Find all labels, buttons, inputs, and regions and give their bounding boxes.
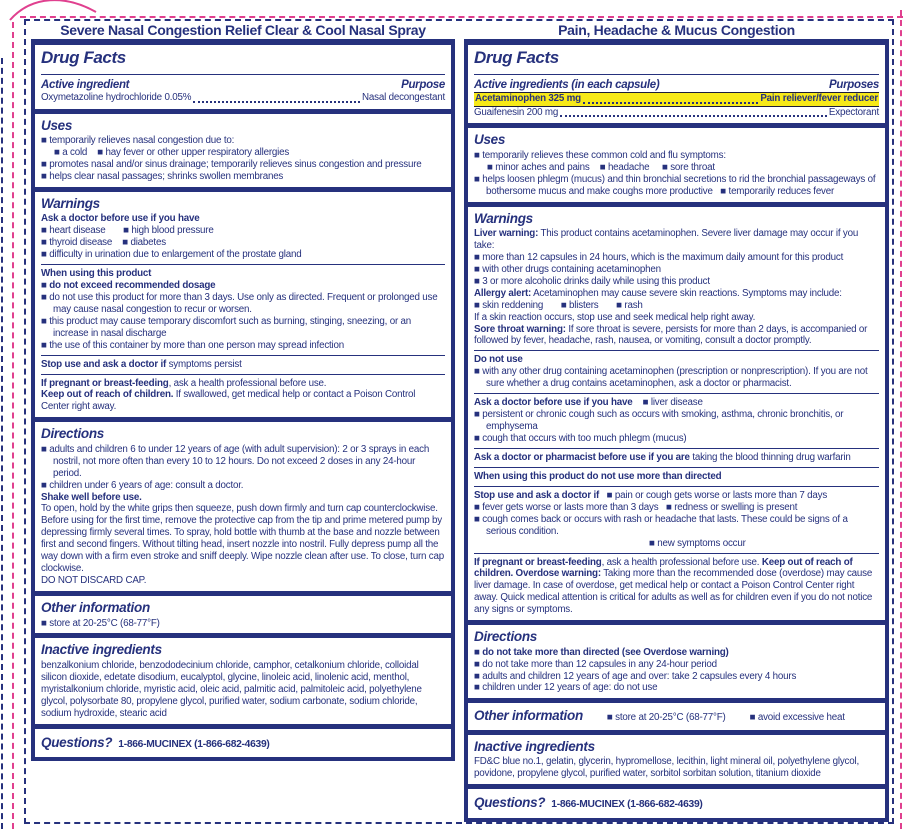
list-item: ■ a cold ■ hay fever or other upper respiratory allergies [54, 146, 290, 158]
questions-row [474, 793, 879, 813]
section-bar [468, 698, 885, 703]
list-item: ■ children under 12 years of age: do not use [474, 682, 658, 694]
list-item: ■ store at 20-25°C (68-77°F) [41, 617, 160, 629]
list-item: ■ do not take more than 12 capsules in any 24-hour period [474, 658, 717, 670]
directions-body: To open, hold by the white grips then squeeze, push down firmly and turn cap counterclockwise. Before using for the first time, remove the protective cap from the tip and prime metered pump by depressing firmly several times. To spray, hold bottle with thumb at the base and nozzle between first and second fingers. Without tilting head, insert nozzle into nostril. Fully depress pump all the way down with a firm even stroke and sniff deeply. Wipe nozzle clean after use. To close, turn cap clockwise. [41, 503, 444, 575]
section-bar [35, 591, 451, 596]
do-not-discard-line: DO NOT DISCARD CAP. [41, 575, 147, 587]
drug-facts-heading: Drug Facts [474, 48, 559, 68]
ingredient-row [41, 92, 445, 105]
section-bar [468, 730, 885, 735]
left-panel-title: Severe Nasal Congestion Relief Clear & Cool Nasal Spray [60, 22, 426, 38]
cut-line-left-navy [1, 58, 3, 829]
section-divider [41, 74, 445, 75]
section-bar [35, 109, 451, 114]
list-item: ■ the use of this container by more than one person may spread infection [41, 339, 345, 351]
cut-line-left-pink [12, 22, 14, 829]
section-bar [468, 784, 885, 789]
pregnancy-line: If pregnant or breast-feeding, ask a health professional before use. [41, 377, 327, 389]
ingredient-name: Guaifenesin 200 mg [474, 106, 559, 118]
questions-row [41, 733, 445, 753]
section-divider [474, 448, 879, 449]
list-item: ■ this product may cause temporary discomfort such as burning, stinging, sneezing, or an increase in nasal discharge [41, 315, 412, 339]
section-bar [468, 620, 885, 625]
directions-heading: Directions [41, 426, 105, 442]
liver-warning-line: Liver warning: This product contains acetaminophen. Severe liver damage may occur if you take: [474, 228, 859, 251]
section-bar [468, 123, 885, 128]
list-item: ■ thyroid disease ■ diabetes [41, 237, 166, 249]
list-item: ■ adults and children 6 to under 12 years of age (with adult supervision): 2 or 3 sprays in each nostril, not more often than every 10 to 12 hours. Do not exceed 2 doses in any 24-hour period. [41, 443, 430, 479]
section-divider [474, 486, 879, 487]
sub-heading: Ask a doctor before use if you have [41, 213, 200, 225]
shake-well-line: Shake well before use. [41, 491, 142, 503]
sub-heading: When using this product [41, 268, 152, 280]
section-divider [474, 553, 879, 554]
left-panel [31, 22, 455, 761]
list-item: ■ heart disease ■ high blood pressure [41, 225, 214, 237]
other-information-row [474, 707, 879, 725]
section-bar [468, 202, 885, 207]
list-item: ■ do not take more than directed (see Overdose warning) [474, 646, 729, 658]
dotted-leader [583, 102, 758, 104]
sore-throat-warning-line: Sore throat warning: If sore throat is severe, persists for more than 2 days, is accompanied or followed by fever, headache, rash, nausea, or vomiting, consult a doctor promptly. [474, 323, 868, 347]
section-bar [35, 633, 451, 638]
other-information-heading: Other information [41, 600, 150, 616]
left-drug-facts-box [31, 39, 455, 761]
cut-line-top [20, 16, 903, 18]
right-panel [464, 22, 889, 822]
dotted-leader [560, 115, 827, 117]
section-divider [474, 467, 879, 468]
active-ingredient-heading: Active ingredient [41, 78, 130, 91]
questions-heading: Questions? [41, 734, 113, 750]
section-divider [41, 374, 445, 375]
list-item: ■ do not use this product for more than 3 days. Use only as directed. Frequent or prolonged use may cause nasal congestion to recur or worsen. [41, 291, 438, 315]
section-bar [35, 724, 451, 729]
questions-phone: 1-866-MUCINEX (1-866-682-4639) [118, 738, 270, 750]
section-divider [474, 74, 879, 75]
active-ingredients-heading: Active ingredients (in each capsule) [474, 78, 660, 91]
list-item: ■ do not exceed recommended dosage [41, 279, 216, 291]
section-divider [474, 350, 879, 351]
inactive-ingredients-body: FD&C blue no.1, gelatin, glycerin, hypromellose, lecithin, light mineral oil, polyethylene glycol, povidone, propylene glycol, purified water, sorbitol sorbitan solution, titanium dioxide [474, 756, 859, 780]
do-not-use-heading: Do not use [474, 354, 523, 366]
questions-heading: Questions? [474, 795, 546, 811]
ingredient-row-highlighted [474, 92, 879, 107]
list-item: ■ cough that occurs with too much phlegm (mucus) [474, 433, 687, 444]
when-using-heading: When using this product do not use more than directed [474, 470, 722, 482]
ingredient-name: Acetaminophen 325 mg [475, 92, 581, 104]
right-panel-title: Pain, Headache & Mucus Congestion [558, 22, 795, 38]
list-item: ■ persistent or chronic cough such as occurs with smoking, asthma, chronic bronchitis, or emphysema [474, 409, 844, 433]
uses-heading: Uses [474, 132, 506, 148]
list-item: ■ adults and children 12 years of age and over: take 2 capsules every 4 hours [474, 670, 797, 682]
uses-heading: Uses [41, 117, 73, 133]
list-item: ■ fever gets worse or lasts more than 3 days ■ redness or swelling is present [474, 501, 798, 513]
cut-line-right-pink [900, 10, 902, 829]
list-item: ■ with other drugs containing acetaminophen [474, 263, 661, 275]
list-item: ■ minor aches and pains ■ headache ■ sore throat [487, 161, 715, 173]
section-divider [41, 355, 445, 356]
ingredient-purpose: Nasal decongestant [362, 91, 445, 103]
list-item: ■ cough comes back or occurs with rash or headache that lasts. These could be signs of a serious condition. [474, 513, 848, 537]
list-item: ■ difficulty in urination due to enlargement of the prostate gland [41, 249, 302, 261]
warnings-heading: Warnings [41, 195, 100, 211]
ingredient-purpose: Expectorant [828, 106, 879, 118]
list-item: ■ new symptoms occur [649, 537, 746, 549]
purposes-heading: Purposes [828, 78, 879, 91]
list-item: ■ with any other drug containing acetaminophen (prescription or nonprescription). If you are not sure whether a drug contains acetaminophen, ask a doctor or pharmacist. [474, 366, 868, 390]
list-item: ■ temporarily relieves these common cold and flu symptoms: [474, 149, 726, 161]
directions-heading: Directions [474, 629, 538, 645]
questions-phone: 1-866-MUCINEX (1-866-682-4639) [551, 799, 703, 811]
inactive-ingredients-heading: Inactive ingredients [474, 738, 595, 754]
ingredient-purpose: Pain reliever/fever reducer [760, 92, 878, 104]
allergy-alert-line: Allergy alert: Acetaminophen may cause severe skin reactions. Symptoms may include: [474, 287, 842, 299]
pregnancy-overdose-line: If pregnant or breast-feeding, ask a health professional before use. Keep out of reach of children. Overdose warning: Taking more than the recommended dose (overdose) may cause liver damage. In case of overdose, get medical help or contact a Poison Control Center right away. Quick medical attention is critical for adults as well as for children even if you do not notice any signs or symptoms. [474, 556, 873, 616]
warnings-heading: Warnings [474, 210, 533, 226]
section-divider [41, 264, 445, 265]
list-item: ■ helps loosen phlegm (mucus) and thin bronchial secretions to rid the bronchial passageways of bothersome mucus and make coughs more productive ■ temporarily reduces fever [474, 173, 878, 197]
label-panels [31, 22, 889, 822]
ask-pharmacist-line: Ask a doctor or pharmacist before use if you are taking the blood thinning drug warfarin [474, 451, 851, 463]
purpose-heading: Purpose [401, 78, 445, 91]
skin-reaction-line: If a skin reaction occurs, stop use and seek medical help right away. [474, 311, 756, 323]
keep-out-of-reach-line: Keep out of reach of children. If swallowed, get medical help or contact a Poison Control Center right away. [41, 389, 416, 413]
list-item: ■ more than 12 capsules in 24 hours, which is the maximum daily amount for this product [474, 251, 844, 263]
section-bar [35, 187, 451, 192]
active-ingredients-header-row [474, 78, 879, 92]
section-bar [35, 417, 451, 422]
right-drug-facts-box [464, 39, 889, 822]
inactive-ingredients-heading: Inactive ingredients [41, 642, 162, 658]
drug-facts-heading: Drug Facts [41, 48, 126, 68]
list-item: ■ helps clear nasal passages; shrinks swollen membranes [41, 170, 284, 182]
inactive-ingredients-body: benzalkonium chloride, benzododecinium chloride, camphor, cetalkonium chloride, colloidal silicon dioxide, edetate disodium, eucalyptol, glycine, linoleic acid, linolenic acid, menthol, myristalkonium chloride, myristic acid, oleic acid, palmitic acid, palmitoleic acid, polyethylene glycol, polysorbate 80, propylene glycol, purified water, sodium carbonate, sodium chloride, sodium hydroxide, stearic acid [41, 659, 422, 719]
list-item: ■ promotes nasal and/or sinus drainage; temporarily relieves sinus congestion and pressure [41, 158, 422, 170]
list-item: ■ 3 or more alcoholic drinks daily while using this product [474, 275, 710, 287]
list-item: ■ skin reddening ■ blisters ■ rash [474, 299, 643, 311]
list-item: ■ children under 6 years of age: consult a doctor. [41, 479, 244, 491]
ingredient-row [474, 107, 879, 120]
ask-doctor-line: Ask a doctor before use if you have ■ liver disease [474, 397, 703, 409]
storage-item: ■ store at 20-25°C (68-77°F) [606, 712, 726, 724]
active-ingredient-header-row [41, 78, 445, 92]
stop-use-line: Stop use and ask a doctor if symptoms persist [41, 358, 242, 370]
ingredient-name: Oxymetazoline hydrochloride 0.05% [41, 91, 192, 103]
heat-item: ■ avoid excessive heat [749, 712, 845, 724]
list-item: ■ temporarily relieves nasal congestion due to: [41, 135, 235, 147]
other-information-heading: Other information [474, 708, 583, 724]
section-divider [474, 393, 879, 394]
dotted-leader [193, 101, 360, 103]
stop-use-line: Stop use and ask a doctor if ■ pain or cough gets worse or lasts more than 7 days [474, 489, 828, 501]
